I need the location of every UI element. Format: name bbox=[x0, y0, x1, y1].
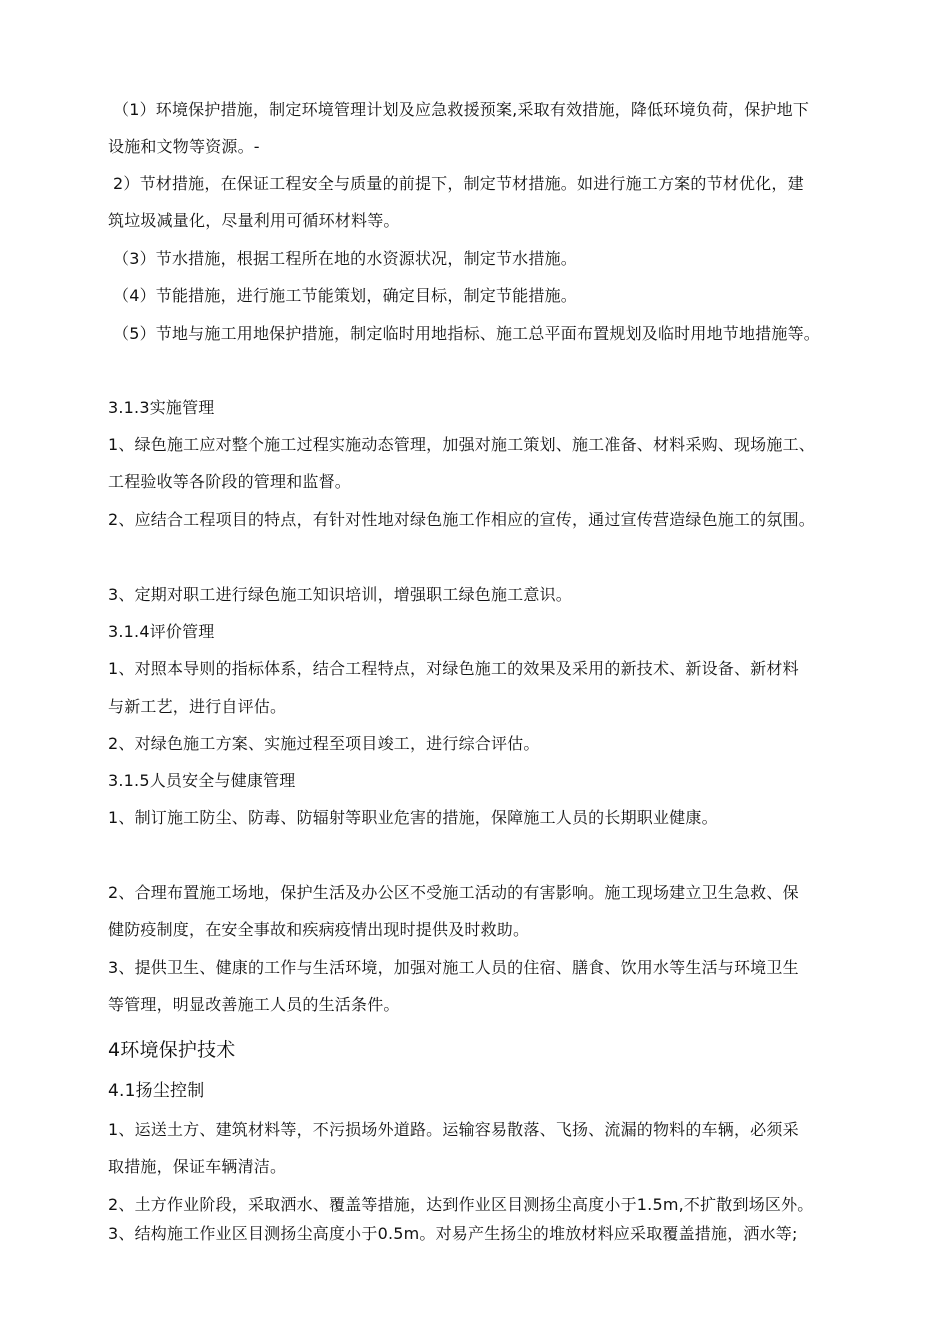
section-heading: 4.1扬尘控制 bbox=[108, 1081, 205, 1101]
text-line: 2、合理布置施工场地，保护生活及办公区不受施工活动的有害影响。施工现场建立卫生急救、保 bbox=[108, 883, 799, 902]
text-line: 3、结构施工作业区目测扬尘高度小于0.5m。对易产生扬尘的堆放材料应采取覆盖措施，洒水等; bbox=[108, 1224, 798, 1243]
text-line: （1）环境保护措施，制定环境管理计划及应急救援预案,采取有效措施，降低环境负荷，保护地下 bbox=[113, 100, 810, 119]
text-line: 2、应结合工程项目的特点，有针对性地对绿色施工作相应的宣传，通过宣传营造绿色施工的氛围。 bbox=[108, 510, 815, 529]
text-line: 取措施，保证车辆清洁。 bbox=[108, 1157, 287, 1176]
text-line: 工程验收等各阶段的管理和监督。 bbox=[108, 472, 352, 491]
text-line: 1、对照本导则的指标体系，结合工程特点，对绿色施工的效果及采用的新技术、新设备、新材料 bbox=[108, 659, 799, 678]
text-line: 设施和文物等资源。- bbox=[108, 137, 260, 156]
text-line: 2、对绿色施工方案、实施过程至项目竣工，进行综合评估。 bbox=[108, 734, 540, 753]
text-line: 与新工艺，进行自评估。 bbox=[108, 697, 287, 716]
text-line: 3、提供卫生、健康的工作与生活环境，加强对施工人员的住宿、膳食、饮用水等生活与环境卫生 bbox=[108, 958, 799, 977]
text-line: 2）节材措施，在保证工程安全与质量的前提下，制定节材措施。如进行施工方案的节材优化，建 bbox=[113, 174, 804, 193]
text-line: 筑垃圾减量化，尽量利用可循环材料等。 bbox=[108, 211, 400, 230]
text-line: 健防疫制度，在安全事故和疾病疫情出现时提供及时救助。 bbox=[108, 920, 530, 939]
chapter-heading: 4环境保护技术 bbox=[108, 1039, 236, 1061]
text-line: 1、绿色施工应对整个施工过程实施动态管理，加强对施工策划、施工准备、材料采购、现场施工、 bbox=[108, 435, 815, 454]
text-line: （4）节能措施，进行施工节能策划，确定目标，制定节能措施。 bbox=[113, 286, 577, 305]
text-line: 3、定期对职工进行绿色施工知识培训，增强职工绿色施工意识。 bbox=[108, 585, 572, 604]
text-line: 2、土方作业阶段，采取洒水、覆盖等措施，达到作业区目测扬尘高度小于1.5m,不扩散到场区外。 bbox=[108, 1195, 814, 1214]
text-line: 1、运送土方、建筑材料等，不污损场外道路。运输容易散落、飞扬、流漏的物料的车辆，必须采 bbox=[108, 1120, 799, 1139]
text-line: （5）节地与施工用地保护措施，制定临时用地指标、施工总平面布置规划及临时用地节地措施等。 bbox=[113, 324, 820, 343]
text-line: 等管理，明显改善施工人员的生活条件。 bbox=[108, 995, 400, 1014]
text-line: （3）节水措施，根据工程所在地的水资源状况，制定节水措施。 bbox=[113, 249, 577, 268]
section-heading: 3.1.5人员安全与健康管理 bbox=[108, 771, 296, 790]
text-line: 1、制订施工防尘、防毒、防辐射等职业危害的措施，保障施工人员的长期职业健康。 bbox=[108, 808, 718, 827]
section-heading: 3.1.4评价管理 bbox=[108, 622, 215, 641]
section-heading: 3.1.3实施管理 bbox=[108, 398, 215, 417]
